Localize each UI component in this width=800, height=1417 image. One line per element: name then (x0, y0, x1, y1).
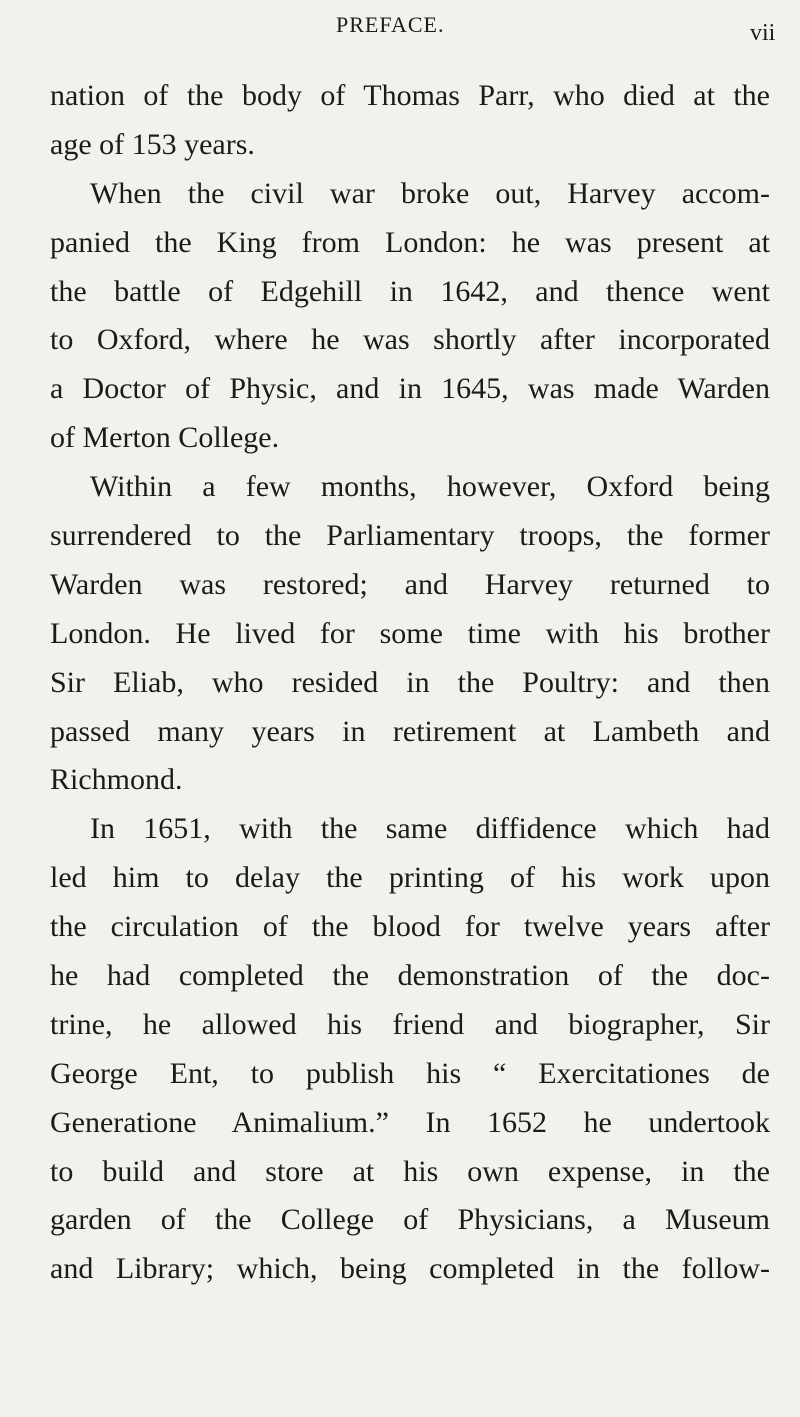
paragraph-2 (50, 170, 770, 463)
text-line: a Doctor of Physic, and in 1645, was made Warden (50, 372, 770, 406)
text-line: In 1651, with the same diffidence which had (90, 812, 770, 846)
text-line: garden of the College of Physicians, a Museum (50, 1203, 770, 1237)
text-line: and Library; which, being completed in the follow- (50, 1252, 770, 1286)
text-line: he had completed the demonstration of the doc- (50, 959, 770, 993)
running-head (0, 12, 800, 52)
text-line: of Merton College. (50, 421, 280, 455)
text-line: passed many years in retirement at Lambeth and (50, 714, 770, 748)
text-line: the circulation of the blood for twelve years after (50, 910, 770, 944)
text-line: Generatione Animalium.” In 1652 he undertook (50, 1105, 770, 1139)
text-line: When the civil war broke out, Harvey accom- (90, 176, 770, 210)
text-line: Richmond. (50, 763, 183, 797)
text-line: to Oxford, where he was shortly after incorporated (50, 323, 770, 357)
paragraph-4 (50, 805, 770, 1294)
text-line: the battle of Edgehill in 1642, and thence went (50, 274, 770, 308)
text-line: surrendered to the Parliamentary troops, the former (50, 519, 770, 553)
text-line: nation of the body of Thomas Parr, who died at the (50, 79, 770, 112)
text-line: to build and store at his own expense, in the (50, 1154, 770, 1188)
running-title: PREFACE. (336, 12, 445, 37)
page-number: vii (750, 20, 776, 46)
text-line: London. He lived for some time with his brother (50, 616, 770, 650)
text-line: age of 153 years. (50, 127, 255, 161)
text-line: George Ent, to publish his “ Exercitationes de (50, 1056, 770, 1090)
paragraph-3 (50, 463, 770, 805)
text-line: Within a few months, however, Oxford being (90, 470, 770, 504)
paragraph-1 (50, 72, 770, 170)
body-text (50, 72, 770, 1294)
text-line: Sir Eliab, who resided in the Poultry: and then (50, 665, 770, 699)
text-line: led him to delay the printing of his work upon (50, 861, 770, 895)
text-line: Warden was restored; and Harvey returned to (50, 567, 770, 601)
text-line: trine, he allowed his friend and biographer, Sir (50, 1007, 770, 1041)
text-line: panied the King from London: he was present at (50, 225, 770, 259)
